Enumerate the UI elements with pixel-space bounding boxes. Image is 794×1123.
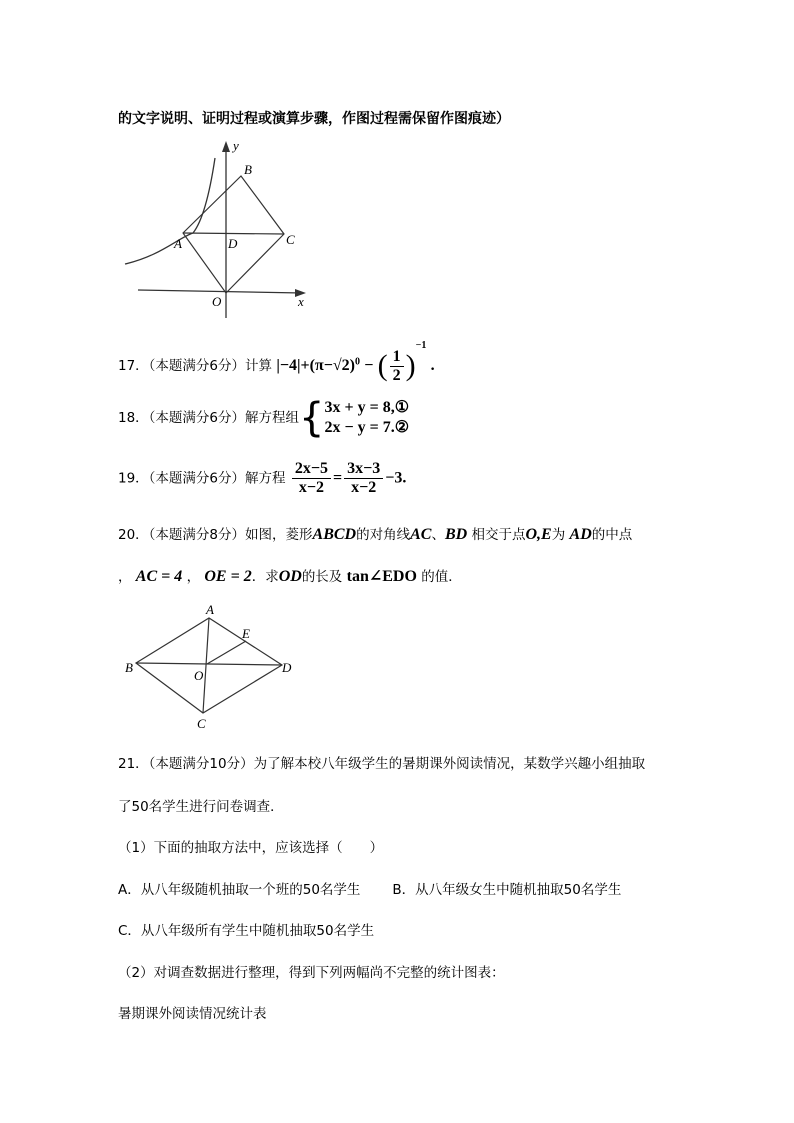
math-BD: BD (444, 526, 468, 543)
q18-label: 18．（本题满分6分）解方程组 (118, 410, 300, 426)
rhombus-figure (120, 600, 300, 740)
question-20-line2 (118, 565, 462, 586)
math-AD: AD (569, 526, 592, 543)
text: 为 (551, 527, 566, 543)
hyperbola-curve (125, 158, 215, 264)
denominator: x−2 (298, 479, 324, 496)
text: ， (118, 569, 132, 585)
math-OE: O,E (525, 526, 552, 543)
fraction-right (344, 460, 383, 497)
text: ．求 (251, 569, 279, 585)
label-y: y (233, 138, 239, 153)
text: 、 (431, 527, 445, 543)
label-D: D (282, 660, 292, 675)
math-OD: OD (278, 568, 302, 585)
question-17: 17．（本题满分6分）计算 $|-4|+(\pi-√2)^0$ − ( $\frac{1}{2}$ )$^{-1}$ . (118, 340, 435, 384)
question-19 (118, 460, 406, 497)
text: ， (186, 569, 201, 585)
label-x: x (298, 294, 304, 309)
math-ABCD: ABCD (312, 526, 357, 543)
label-O: O (194, 668, 204, 683)
math-tan: tan∠EDO (346, 568, 417, 585)
label-A: A (206, 602, 214, 617)
label-O: O (212, 294, 222, 309)
numerator: 3x−3 (344, 460, 383, 479)
equals: = (332, 469, 343, 487)
text: 的值． (421, 569, 462, 585)
math-OE-2: OE = 2 (204, 568, 252, 585)
q17-minus: − (364, 357, 374, 374)
rhombus-ABCD (136, 618, 282, 713)
label-B: B (125, 660, 133, 675)
section-instructions: 的文字说明、证明过程或演算步骤，作图过程需保留作图痕迹） (118, 111, 510, 127)
label-E: E (242, 626, 250, 641)
q19-label: 19．（本题满分6分）解方程 (118, 470, 286, 487)
label-C: C (197, 716, 206, 731)
q21-options-ab (118, 878, 621, 898)
math-AC-4: AC = 4 (135, 568, 183, 585)
coordinate-figure (120, 138, 320, 328)
text: 的对角线 (356, 527, 411, 543)
numerator: 2x−5 (292, 460, 331, 479)
q17-exp: −1 (415, 340, 427, 351)
label-C: C (286, 232, 295, 247)
label-A: A (174, 236, 182, 251)
label-D: D (228, 236, 238, 251)
square-ABCO (183, 176, 284, 293)
question-21-line2: 了50名学生进行问卷调查． (118, 799, 284, 815)
text: 的长及 (301, 569, 343, 585)
equation-2: 2x − y = 7.② (324, 419, 410, 436)
option-C: C．从八年级所有学生中随机抽取50名学生 (118, 923, 375, 939)
label-B: B (244, 162, 252, 177)
question-21-line1: 21．（本题满分10分）为了解本校八年级学生的暑期课外阅读情况，某数学兴趣小组抽取 (118, 756, 646, 772)
question-20-line1 (118, 523, 632, 544)
period: . (402, 469, 407, 487)
option-B: B．从八年级女生中随机抽取50名学生 (392, 882, 622, 898)
q17-fraction (390, 348, 404, 385)
numerator: 1 (390, 348, 404, 367)
q21-part1: （1）下面的抽取方法中，应该选择（ ） (118, 840, 384, 856)
q17-label: 17．（本题满分6分）计算 (118, 358, 273, 374)
denominator: 2 (392, 366, 401, 384)
q20-label: 20．（本题满分8分）如图，菱形 (118, 527, 313, 543)
period: . (430, 357, 435, 374)
question-18: 18．（本题满分6分）解方程组{ 3x + y = 8,① 2x − y = 7.② (118, 395, 410, 441)
fraction-left (292, 460, 331, 497)
equation-1: 3x + y = 8,① (324, 399, 410, 416)
q17-expr: |−4|+(π−√2) (276, 357, 355, 374)
text: 相交于点 (471, 527, 526, 543)
x-axis (138, 290, 302, 293)
q19-tail: −3 (385, 469, 403, 487)
denominator: x−2 (351, 479, 377, 496)
option-A: A．从八年级随机抽取一个班的50名学生 (118, 882, 361, 898)
q21-part2: （2）对调查数据进行整理，得到下列两幅尚不完整的统计图表： (118, 965, 505, 981)
text: 的中点 (591, 527, 633, 543)
q17-exp0: 0 (354, 356, 360, 368)
table-caption: 暑期课外阅读情况统计表 (118, 1006, 267, 1022)
math-AC: AC (410, 526, 432, 543)
